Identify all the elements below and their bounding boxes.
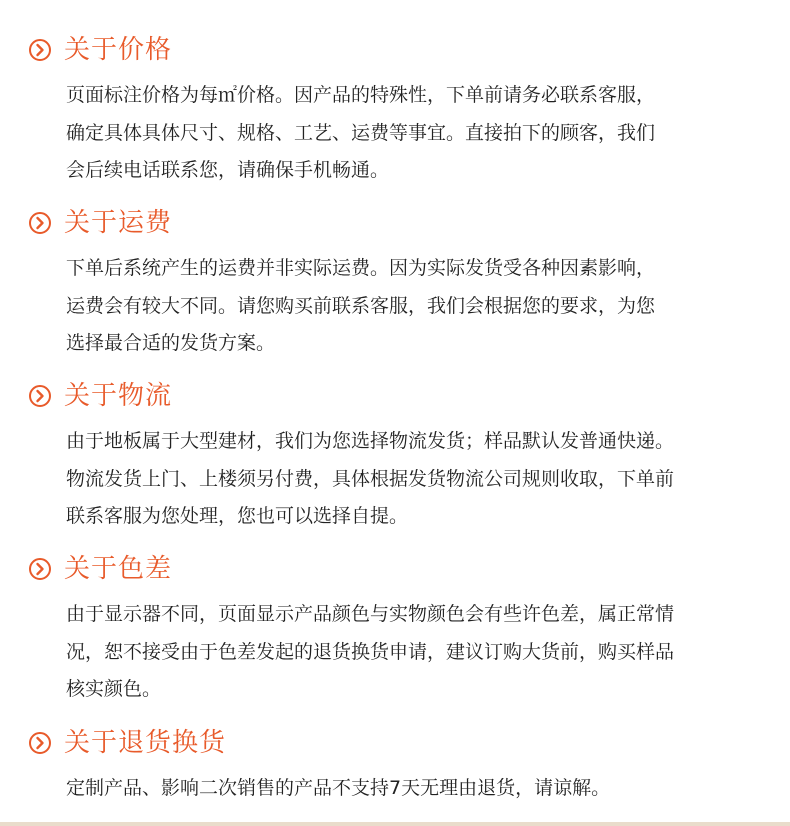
section-title: 关于运费 (64, 208, 173, 238)
chevron-circle-icon (28, 211, 52, 235)
section-title: 关于价格 (64, 35, 173, 65)
section-body (66, 596, 776, 709)
body-line: 会后续电话联系您，请确保手机畅通。 (66, 159, 390, 181)
chevron-circle-icon (28, 731, 52, 755)
body-line: 况，恕不接受由于色差发起的退货换货申请，建议订购大货前，购买样品 (66, 640, 675, 663)
section-title: 关于物流 (64, 381, 173, 411)
section-title: 关于退货换货 (64, 728, 227, 758)
section-heading (28, 723, 226, 763)
body-line: 物流发货上门、上楼须另付费，具体根据发货物流公司规则收取，下单前 (66, 467, 675, 490)
section-heading (28, 30, 172, 70)
section-body (66, 423, 776, 536)
section-body (66, 77, 776, 190)
section-heading (28, 549, 172, 589)
body-line: 联系客服为您处理，您也可以选择自提。 (66, 505, 409, 527)
body-line: 页面标注价格为每㎡价格。因产品的特殊性，下单前请务必联系客服， (66, 84, 656, 106)
body-line: 由于显示器不同，页面显示产品颜色与实物颜色会有些许色差，属正常情 (66, 603, 675, 625)
section-body (66, 770, 776, 808)
chevron-circle-icon (28, 38, 52, 62)
section-heading (28, 376, 172, 416)
section-heading (28, 203, 172, 243)
body-line: 核实颜色。 (66, 678, 162, 700)
section-body (66, 250, 776, 363)
body-line: 运费会有较大不同。请您购买前联系客服，我们会根据您的要求，为您 (66, 294, 656, 317)
chevron-circle-icon (28, 557, 52, 581)
body-line: 定制产品、影响二次销售的产品不支持7天无理由退货，请谅解。 (66, 777, 611, 799)
body-line: 选择最合适的发货方案。 (66, 332, 276, 354)
body-line: 下单后系统产生的运费并非实际运费。因为实际发货受各种因素影响， (66, 257, 656, 279)
body-line: 确定具体具体尺寸、规格、工艺、运费等事宜。直接拍下的顾客，我们 (66, 121, 656, 144)
section-title: 关于色差 (64, 554, 173, 584)
bottom-divider (0, 822, 790, 826)
chevron-circle-icon (28, 384, 52, 408)
body-line: 由于地板属于大型建材，我们为您选择物流发货；样品默认发普通快递。 (66, 430, 675, 452)
